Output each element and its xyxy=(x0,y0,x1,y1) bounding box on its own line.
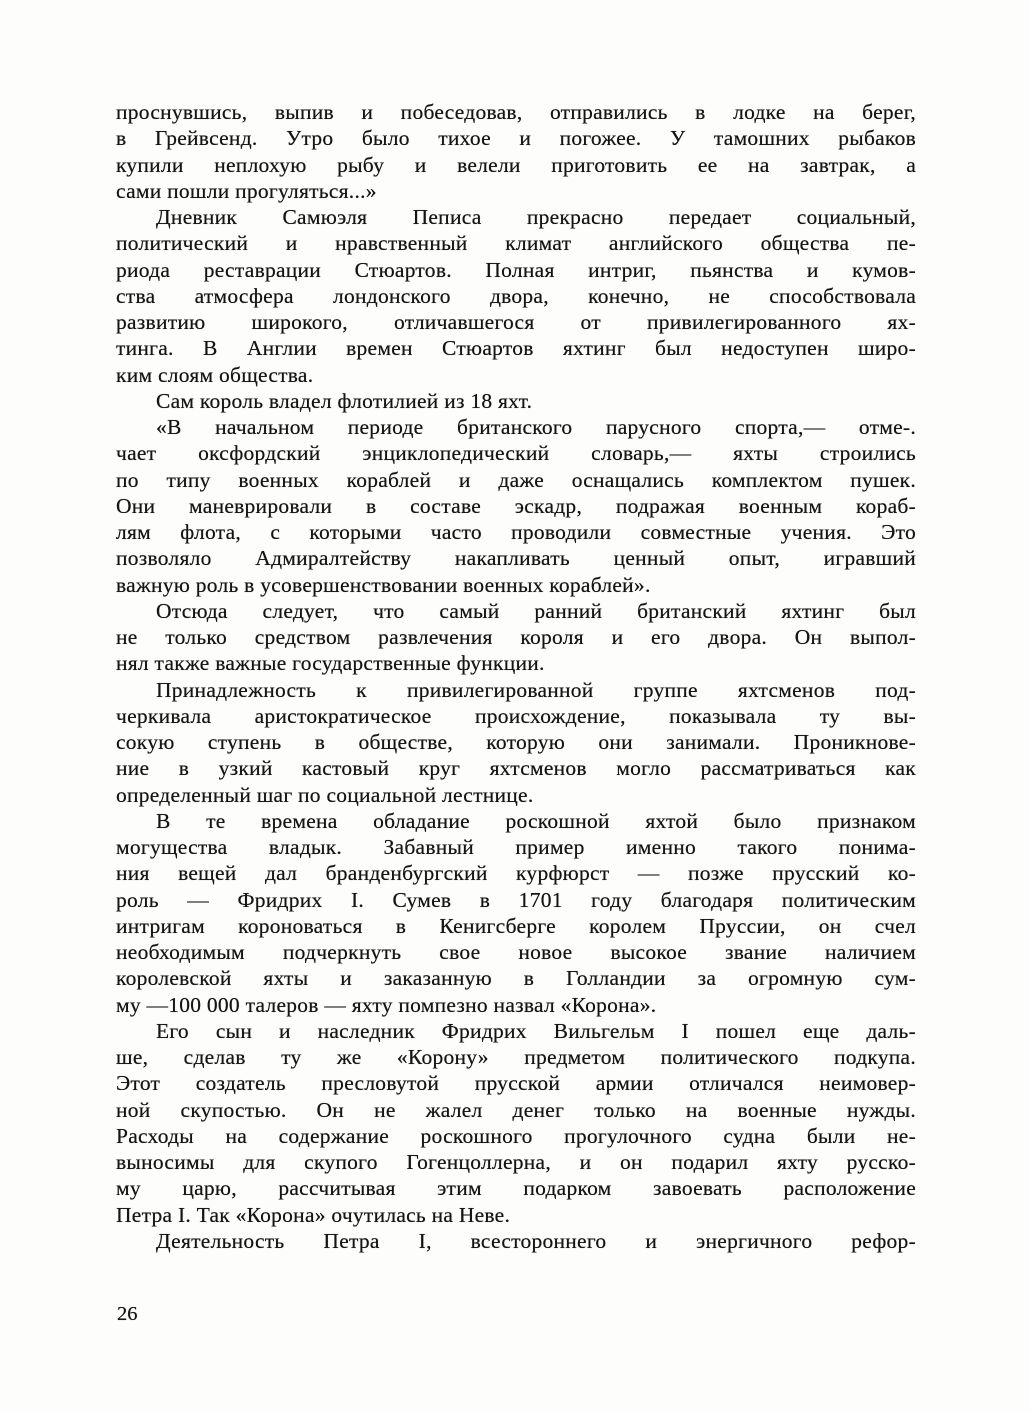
text-line: «В начальном периоде британского парусного спорта,— отме-. xyxy=(156,415,916,439)
text-line: Петра I. Так «Корона» очутилась на Неве. xyxy=(116,1202,511,1227)
page-number: 26 xyxy=(117,1303,138,1325)
text-line: Отсюда следует, что самый ранний британский яхтинг был xyxy=(156,598,916,623)
text-line: роль — Фридрих I. Сумев в 1701 году благодаря политическим xyxy=(116,887,916,912)
text-block xyxy=(116,99,916,1254)
text-line: позволяло Адмиралтейству накапливать ценный опыт, игравший xyxy=(116,546,916,571)
text-line: сокую ступень в обществе, которую они занимали. Проникнове- xyxy=(116,730,916,754)
text-line: в Грейвсенд. Утро было тихое и погожее. У тамошних рыбаков xyxy=(116,126,916,151)
text-line: риода реставрации Стюартов. Полная интриг, пьянства и кумов- xyxy=(116,257,916,282)
text-line: Расходы на содержание роскошного прогулочного судна были не- xyxy=(116,1123,916,1148)
text-line: Деятельность Петра I, всестороннего и энергичного рефор- xyxy=(156,1228,916,1253)
text-line: проснувшись, выпив и побеседовав, отправились в лодке на берег, xyxy=(116,100,916,124)
text-line: политический и нравственный климат английского общества пе- xyxy=(116,231,916,256)
text-line: нял также важные государственные функции. xyxy=(116,651,545,676)
text-line: ния вещей дал бранденбургский курфюрст — позже прусский ко- xyxy=(116,861,916,886)
text-line: ной скупостью. Он не жалел денег только на военные нужды. xyxy=(116,1097,916,1122)
text-line: Сам король владел флотилией из 18 яхт. xyxy=(156,388,533,413)
text-line: тинга. В Англии времен Стюартов яхтинг был недоступен широ- xyxy=(116,336,916,361)
text-line: ше, сделав ту же «Корону» предметом политического подкупа. xyxy=(116,1045,916,1069)
text-line: Принадлежность к привилегированной группе яхтсменов под- xyxy=(156,677,916,702)
text-line: В те времена обладание роскошной яхтой было признаком xyxy=(156,808,916,833)
text-line: ние в узкий кастовый круг яхтсменов могло рассматриваться как xyxy=(116,756,916,781)
text-line: чает оксфордский энциклопедический словарь,— яхты строились xyxy=(116,441,916,466)
text-line: му царю, рассчитывая этим подарком завоевать расположение xyxy=(116,1176,916,1201)
text-line: му —100 000 талеров — яхту помпезно назвал «Корона». xyxy=(116,992,657,1017)
text-line: ства атмосфера лондонского двора, конечно, не способствовала xyxy=(116,283,916,308)
text-line: Его сын и наследник Фридрих Вильгельм I пошел еще даль- xyxy=(156,1018,916,1043)
text-line: Этот создатель пресловутой прусской армии отличался неимовер- xyxy=(116,1071,916,1096)
text-line: не только средством развлечения короля и его двора. Он выпол- xyxy=(116,625,916,649)
text-line: сами пошли прогуляться...» xyxy=(116,178,377,203)
text-line: развитию широкого, отличавшегося от привилегированного ях- xyxy=(116,310,916,334)
text-line: важную роль в усовершенствовании военных кораблей». xyxy=(116,572,651,597)
text-line: лям флота, с которыми часто проводили совместные учения. Это xyxy=(116,520,916,544)
text-line: Они маневрировали в составе эскадр, подражая военным кораб- xyxy=(116,493,916,518)
text-line: по типу военных кораблей и даже оснащались комплектом пушек. xyxy=(116,467,916,492)
text-line: выносимы для скупого Гогенцоллерна, и он подарил яхту русско- xyxy=(116,1150,916,1174)
text-line: интригам короноваться в Кенигсберге королем Пруссии, он счел xyxy=(116,913,916,938)
text-line: могущества владык. Забавный пример именно такого понима- xyxy=(116,835,916,859)
text-line: ким слоям общества. xyxy=(116,362,314,387)
text-line: купили неплохую рыбу и велели приготовить ее на завтрак, а xyxy=(116,152,916,177)
text-line: Дневник Самюэля Пеписа прекрасно передает социальный, xyxy=(156,205,916,229)
text-line: черкивала аристократическое происхождение, показывала ту вы- xyxy=(116,703,916,728)
text-line: необходимым подчеркнуть свое новое высокое звание наличием xyxy=(116,940,916,964)
text-line: определенный шаг по социальной лестнице. xyxy=(116,782,534,807)
text-line: королевской яхты и заказанную в Голландии за огромную сум- xyxy=(116,966,916,991)
